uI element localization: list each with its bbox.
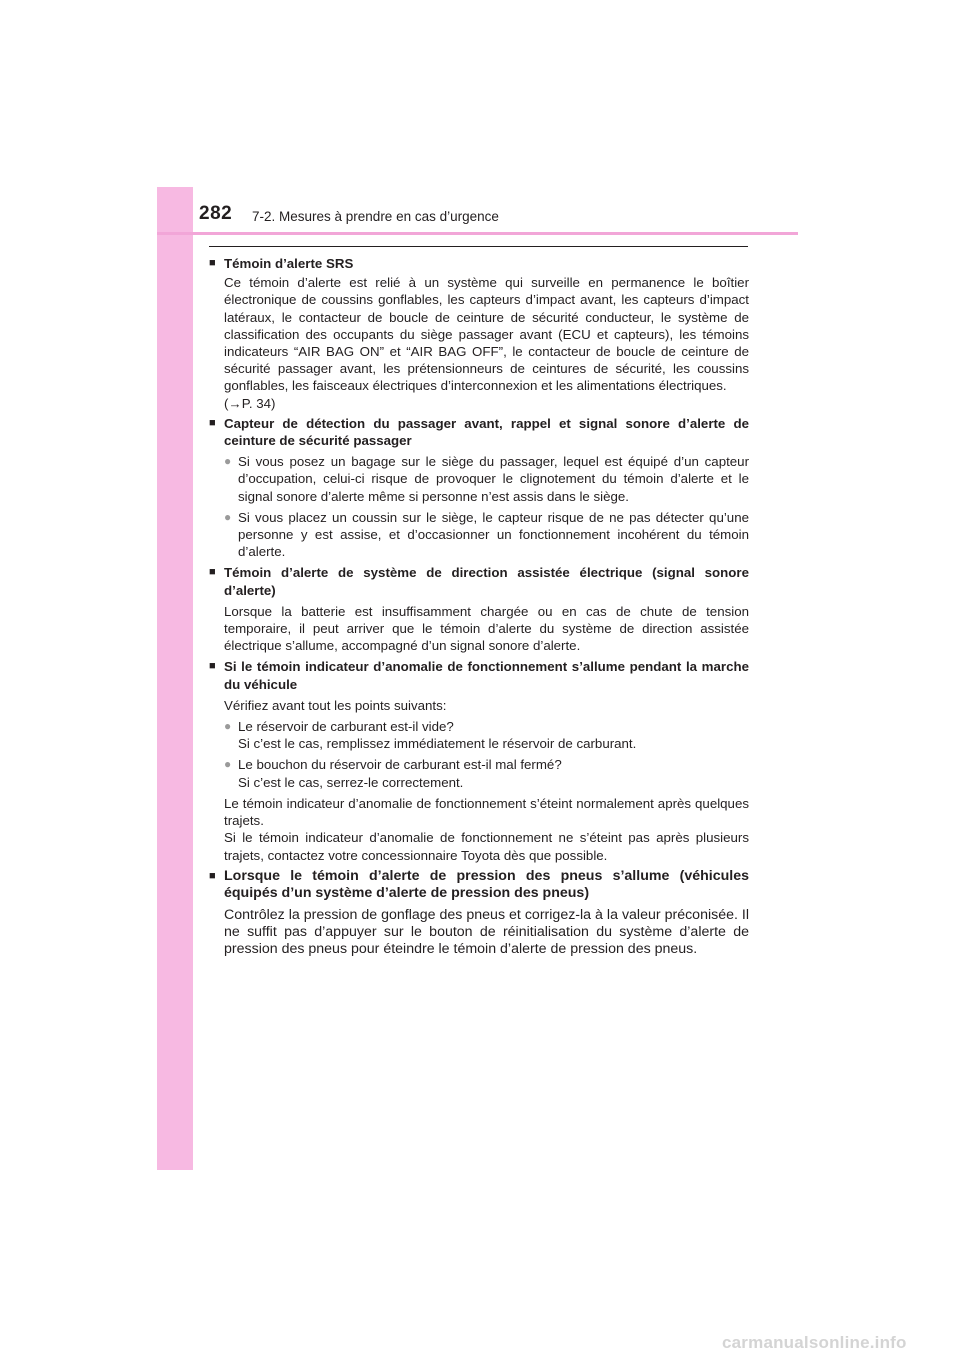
paragraph: Contrôlez la pression de gonflage des pneus et corrigez-la à la valeur préconisée. Il ne suffit pas d’appuyer sur le bouton de réinitialisation du système d’alerte de pression des pneus pour éteindre le témoin d’alerte de pression des pneus. <box>224 906 749 958</box>
section-title: Si le témoin indicateur d’anomalie de fonctionnement s’allume pendant la marche du véhicule <box>224 659 749 692</box>
content-divider <box>209 246 748 247</box>
page-reference: (→P. 34) <box>224 395 276 411</box>
page-content <box>209 255 749 962</box>
section-malfunction-indicator <box>209 658 749 863</box>
section-title: Témoin d’alerte de système de direction assistée électrique (signal sonore d’alerte) <box>224 565 749 598</box>
section-srs-warning <box>209 255 749 412</box>
site-watermark: carmanualsonline.info <box>722 1333 907 1352</box>
section-passenger-sensor <box>209 415 749 561</box>
section-title: Capteur de détection du passager avant, rappel et signal sonore d’alerte de ceinture de sécurité passager <box>224 415 749 449</box>
section-heading <box>209 868 749 903</box>
square-bullet-icon: ■ <box>209 566 216 579</box>
list-item-answer: Si c’est le cas, serrez-le correctement. <box>238 774 464 790</box>
list-item <box>224 718 749 752</box>
list-item-question: Le bouchon du réservoir de carburant est-il mal fermé? <box>238 757 562 773</box>
section-tire-pressure <box>209 868 749 959</box>
list-item <box>224 756 749 790</box>
list-item-text: Si vous posez un bagage sur le siège du passager, lequel est équipé d’un capteur d’occupation, celui-ci risque de provoquer le clignotement du témoin d’alerte et le signal sonore d’alerte même si personne n’est assis dans le siège. <box>238 454 749 504</box>
list-item-question: Le réservoir de carburant est-il vide? <box>238 719 454 735</box>
square-bullet-icon: ■ <box>209 416 216 429</box>
list-item-text <box>238 718 749 752</box>
section-title: Témoin d’alerte SRS <box>224 256 354 271</box>
list-item-text: Si vous placez un coussin sur le siège, le capteur risque de ne pas détecter qu’une personne y est assise, et d’occasionner un fonctionnement incohérent du témoin d’alerte. <box>238 509 749 560</box>
header-rule <box>157 232 798 235</box>
list-item-text <box>238 756 749 790</box>
list-item-answer: Si c’est le cas, remplissez immédiatement le réservoir de carburant. <box>238 736 637 752</box>
intro-text: Vérifiez avant tout les points suivants: <box>224 697 447 713</box>
paragraph: Le témoin indicateur d’anomalie de fonctionnement s’éteint normalement après quelques trajets. <box>224 795 749 829</box>
section-title: Lorsque le témoin d’alerte de pression des pneus s’allume (véhicules équipés d’un système d’alerte de pression des pneus) <box>224 867 749 902</box>
section-power-steering <box>209 564 749 654</box>
circle-bullet-icon: ● <box>224 719 232 734</box>
paragraph: Si le témoin indicateur d’anomalie de fonctionnement ne s’éteint pas après plusieurs trajets, contactez votre concessionnaire Toyota dès que possible. <box>224 830 749 863</box>
list-item <box>224 509 749 561</box>
circle-bullet-icon: ● <box>224 509 232 524</box>
square-bullet-icon: ■ <box>209 660 216 673</box>
square-bullet-icon: ■ <box>209 869 216 882</box>
page-number: 282 <box>199 203 233 224</box>
section-heading <box>209 564 749 598</box>
circle-bullet-icon: ● <box>224 757 232 772</box>
circle-bullet-icon: ● <box>224 454 232 469</box>
square-bullet-icon: ■ <box>209 257 216 269</box>
section-heading <box>209 415 749 449</box>
chapter-title: 7-2. Mesures à prendre en cas d’urgence <box>252 209 499 224</box>
paragraph: Ce témoin d’alerte est relié à un système qui surveille en permanence le boîtier électronique de coussins gonflables, les capteurs d’impact avant, les capteurs d’impact latéraux, le contacteur de boucle de ceinture de sécurité conducteur, le système de classification des occupants du siège passager avant (ECU et capteurs), les témoins indicateurs “AIR BAG ON” et “AIR BAG OFF”, le contacteur de boucle de ceinture de sécurité passager avant, les prétensionneurs de ceintures de sécurité, les coussins gonflables, les faisceaux électriques d’interconnexion et les alimentations électriques. <box>224 275 749 394</box>
paragraph: Lorsque la batterie est insuffisamment chargée ou en cas de chute de tension temporaire, il peut arriver que le témoin d’alerte du système de direction assistée électrique s’allume, accompagné d’un signal sonore d’alerte. <box>224 603 749 654</box>
list-item <box>224 453 749 505</box>
section-heading <box>209 255 749 272</box>
side-tab-band <box>157 187 193 1170</box>
section-heading <box>209 658 749 692</box>
